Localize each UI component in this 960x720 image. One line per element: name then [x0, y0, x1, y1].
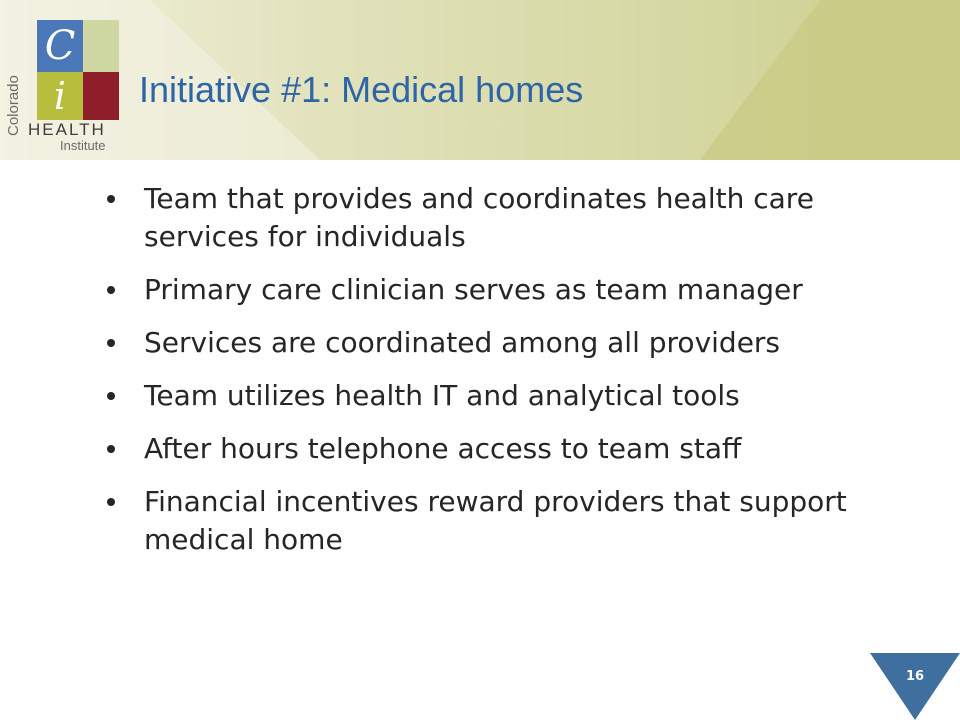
page-number-badge	[870, 653, 960, 720]
logo-tile-light	[83, 20, 119, 72]
logo-state-text: Colorado	[5, 75, 22, 136]
bullet-item	[100, 271, 900, 309]
bullet-text: After hours telephone access to team staff	[144, 432, 742, 465]
logo-letter-i: i	[53, 74, 67, 118]
colorado-health-institute-logo	[0, 0, 135, 160]
bullet-text: Team that provides and coordinates health care services for individuals	[144, 182, 814, 253]
logo-health-text: HEALTH	[28, 120, 106, 139]
logo-letter-c: C	[44, 23, 76, 69]
page-badge-triangle	[870, 653, 960, 720]
logo-tile-red	[83, 72, 119, 120]
logo-institute-text: Institute	[60, 138, 106, 153]
bullet-text: Team utilizes health IT and analytical tools	[144, 379, 740, 412]
slide-title: Initiative #1: Medical homes	[139, 69, 584, 110]
bullet-item	[100, 180, 900, 256]
bullet-item	[100, 324, 900, 362]
bullet-text: Financial incentives reward providers that support medical home	[144, 485, 847, 556]
bullet-dot-icon	[107, 195, 115, 203]
bullet-dot-icon	[107, 339, 115, 347]
bullet-item	[100, 483, 900, 559]
bullet-text: Primary care clinician serves as team manager	[144, 273, 803, 306]
bullet-item	[100, 377, 900, 415]
bullet-list	[100, 180, 900, 574]
page-number: 16	[905, 669, 925, 684]
bullet-dot-icon	[107, 392, 115, 400]
bullet-dot-icon	[107, 498, 115, 506]
bullet-text: Services are coordinated among all providers	[144, 326, 781, 359]
bullet-dot-icon	[107, 286, 115, 294]
bullet-dot-icon	[107, 445, 115, 453]
bullet-item	[100, 430, 900, 468]
